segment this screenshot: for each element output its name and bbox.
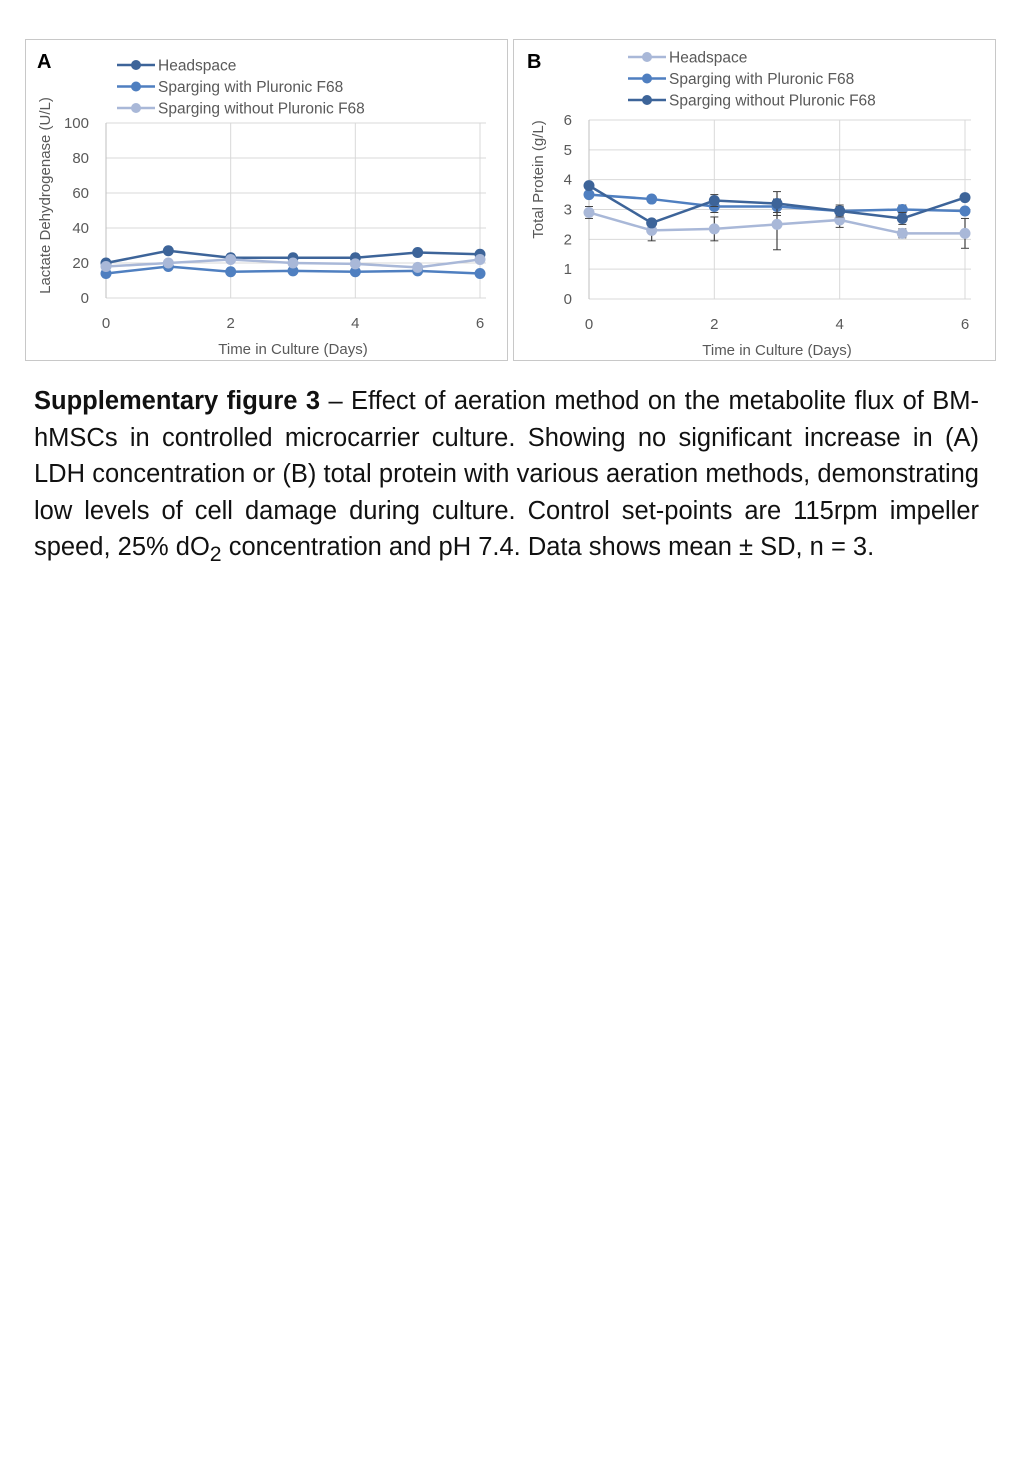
caption-text: – Effect of aeration method on the metabolite flux of BM-hMSCs in controlled microcarrier culture. Showing no significant increase in (A) LDH concentration or (B) total protein with various aeration methods, demonstrating low levels of cell damage during culture. Control set-points are 115rpm impeller speed, 25% dO (34, 387, 979, 561)
data-point (646, 194, 657, 205)
legend-marker (131, 103, 141, 113)
data-point (163, 258, 174, 269)
data-point (412, 247, 423, 258)
y-tick-label: 6 (563, 112, 572, 129)
y-tick-label: 0 (563, 291, 572, 308)
chart-panel-a (25, 39, 508, 361)
legend-label: Sparging without Pluronic F68 (669, 92, 876, 110)
legend-label: Sparging with Pluronic F68 (669, 71, 855, 88)
y-tick-label: 40 (72, 220, 89, 237)
data-point (834, 205, 845, 216)
data-point (225, 266, 236, 277)
caption-label: Supplementary figure 3 (34, 387, 321, 415)
chart-panel-b (513, 39, 996, 361)
data-point (101, 261, 112, 272)
data-point (584, 207, 595, 218)
data-point (960, 228, 971, 239)
data-point (475, 254, 486, 265)
x-tick-label: 2 (710, 316, 719, 333)
data-point (412, 262, 423, 273)
x-tick-label: 4 (835, 316, 844, 333)
legend-marker (131, 60, 141, 70)
legend-label: Headspace (669, 49, 748, 67)
legend-label: Sparging with Pluronic F68 (158, 79, 344, 96)
data-point (163, 245, 174, 256)
figure-caption (34, 383, 979, 573)
data-point (350, 258, 361, 269)
legend-marker (642, 52, 652, 62)
legend-label: Headspace (158, 57, 237, 75)
data-point (897, 228, 908, 239)
data-point (475, 268, 486, 279)
x-tick-label: 4 (351, 315, 360, 332)
data-point (709, 223, 720, 234)
x-tick-label: 6 (960, 316, 970, 333)
data-point (584, 180, 595, 191)
y-tick-label: 5 (563, 141, 572, 159)
legend-label: Sparging without Pluronic F68 (158, 100, 365, 118)
x-tick-label: 0 (584, 316, 594, 333)
data-point (646, 217, 657, 228)
data-point (288, 258, 299, 269)
lactate-chart (26, 40, 509, 362)
y-tick-label: 80 (72, 150, 89, 167)
y-axis-label: Total Protein (g/L) (530, 120, 547, 239)
panel-label: A (37, 51, 52, 73)
legend-marker (642, 74, 652, 84)
protein-chart (514, 40, 997, 362)
data-point (772, 219, 783, 230)
y-tick-label: 60 (72, 185, 89, 202)
data-point (225, 254, 236, 265)
y-tick-label: 20 (72, 255, 89, 272)
x-tick-label: 6 (475, 315, 485, 332)
data-point (709, 195, 720, 206)
y-tick-label: 2 (563, 231, 572, 249)
y-tick-label: 100 (63, 115, 89, 132)
panel-label: B (527, 51, 542, 73)
data-point (897, 213, 908, 224)
caption-text-end: concentration and pH 7.4. Data shows mean ± SD, n = 3. (221, 533, 875, 561)
y-axis-label: Lactate Dehydrogenase (U/L) (37, 97, 54, 294)
legend-marker (642, 95, 652, 105)
x-tick-label: 0 (101, 315, 111, 332)
y-tick-label: 4 (563, 171, 572, 189)
caption-subscript: 2 (209, 542, 222, 567)
data-point (772, 198, 783, 209)
x-tick-label: 2 (226, 315, 235, 332)
y-tick-label: 0 (80, 290, 89, 307)
x-axis-label: Time in Culture (Days) (702, 342, 852, 359)
data-point (960, 205, 971, 216)
legend-marker (131, 82, 141, 92)
x-axis-label: Time in Culture (Days) (218, 341, 368, 358)
y-tick-label: 3 (563, 201, 572, 219)
y-tick-label: 1 (563, 261, 572, 279)
data-point (960, 192, 971, 203)
